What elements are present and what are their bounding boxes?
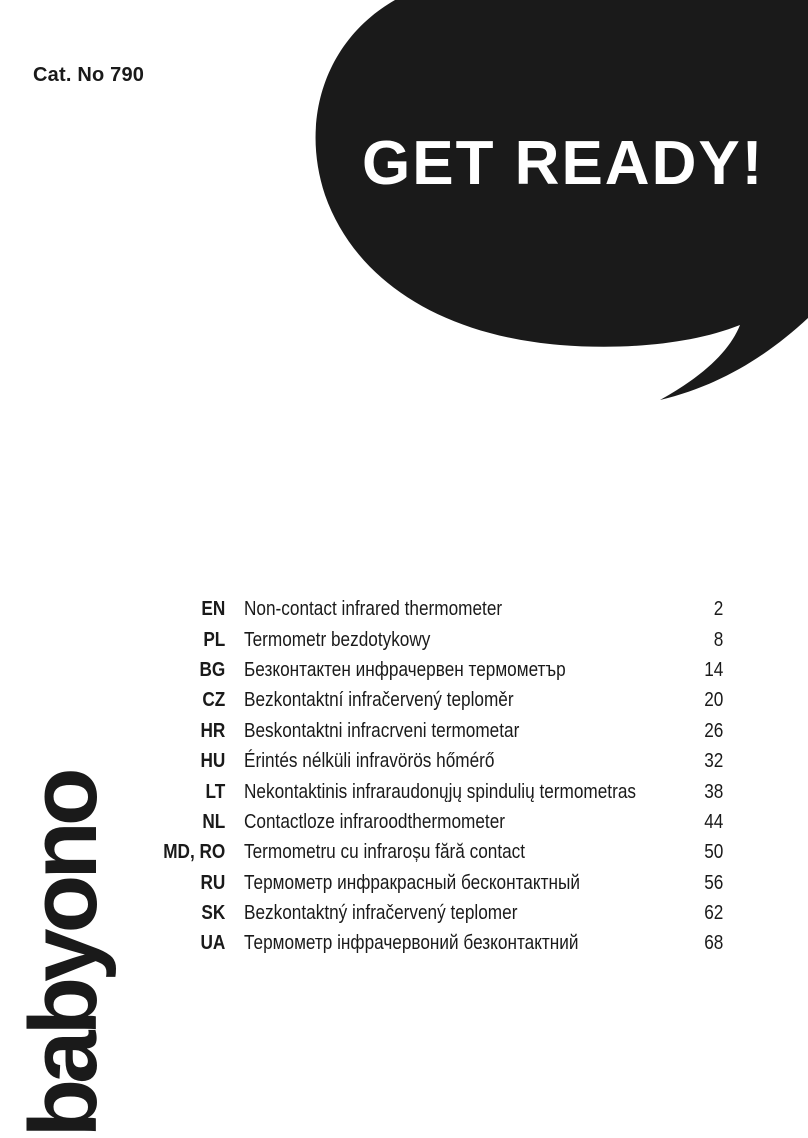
page-number: 62 — [704, 902, 724, 925]
page-number: 38 — [704, 780, 724, 803]
page-number: 8 — [713, 628, 724, 651]
language-title: Термометр інфрачервоний безконтактний — [244, 932, 579, 955]
language-title: Non-contact infrared thermometer — [244, 598, 503, 621]
toc-row[interactable] — [150, 868, 730, 898]
toc-row[interactable] — [150, 898, 730, 928]
toc-row[interactable] — [150, 837, 730, 867]
page-number: 26 — [704, 719, 724, 742]
language-title: Érintés nélküli infravörös hőmérő — [244, 750, 495, 773]
toc-row[interactable] — [150, 928, 730, 958]
language-title: Termometr bezdotykowy — [244, 628, 431, 651]
toc-row[interactable] — [150, 655, 730, 685]
language-code: SK — [201, 902, 226, 925]
language-title: Beskontaktni infracrveni termometar — [244, 719, 520, 742]
table-of-contents — [150, 594, 730, 959]
page-number: 44 — [704, 810, 724, 833]
toc-row[interactable] — [150, 716, 730, 746]
language-code: CZ — [202, 689, 226, 712]
brand-logo: babyono — [10, 772, 117, 1138]
language-code: RU — [200, 871, 226, 894]
language-title: Термометр инфракрасный бесконтактный — [244, 871, 581, 894]
page-number: 68 — [704, 932, 724, 955]
toc-body — [150, 594, 730, 959]
toc-row[interactable] — [150, 746, 730, 776]
catalog-number: Cat. No 790 — [33, 64, 145, 86]
page-number: 2 — [713, 598, 724, 621]
language-code: PL — [203, 628, 226, 651]
language-title: Termometru cu infraroșu fără contact — [244, 841, 526, 864]
page-number: 50 — [704, 841, 724, 864]
language-title: Bezkontaktný infračervený teplomer — [244, 902, 518, 925]
speech-bubble — [0, 0, 808, 420]
language-title: Безконтактен инфрачервен термометър — [244, 658, 566, 681]
page-number: 14 — [704, 658, 724, 681]
language-code: LT — [205, 780, 226, 803]
language-code: BG — [199, 658, 226, 681]
language-title: Contactloze infraroodthermometer — [244, 810, 506, 833]
toc-row[interactable] — [150, 594, 730, 624]
language-code: HU — [200, 750, 226, 773]
language-code: NL — [202, 810, 226, 833]
page-number: 32 — [704, 750, 724, 773]
language-code: MD, RO — [163, 841, 226, 864]
toc-row[interactable] — [150, 685, 730, 715]
toc-row[interactable] — [150, 624, 730, 654]
language-code: HR — [200, 719, 226, 742]
language-title: Bezkontaktní infračervený teploměr — [244, 689, 514, 712]
toc-row[interactable] — [150, 807, 730, 837]
language-title: Nekontaktinis infraraudonųjų spindulių termometras — [244, 780, 637, 803]
headline: GET READY! — [362, 129, 765, 198]
language-code: UA — [200, 932, 226, 955]
language-code: EN — [201, 598, 226, 621]
toc-row[interactable] — [150, 776, 730, 806]
page-number: 20 — [704, 689, 724, 712]
speech-bubble-shape — [0, 0, 808, 420]
page-number: 56 — [704, 871, 724, 894]
